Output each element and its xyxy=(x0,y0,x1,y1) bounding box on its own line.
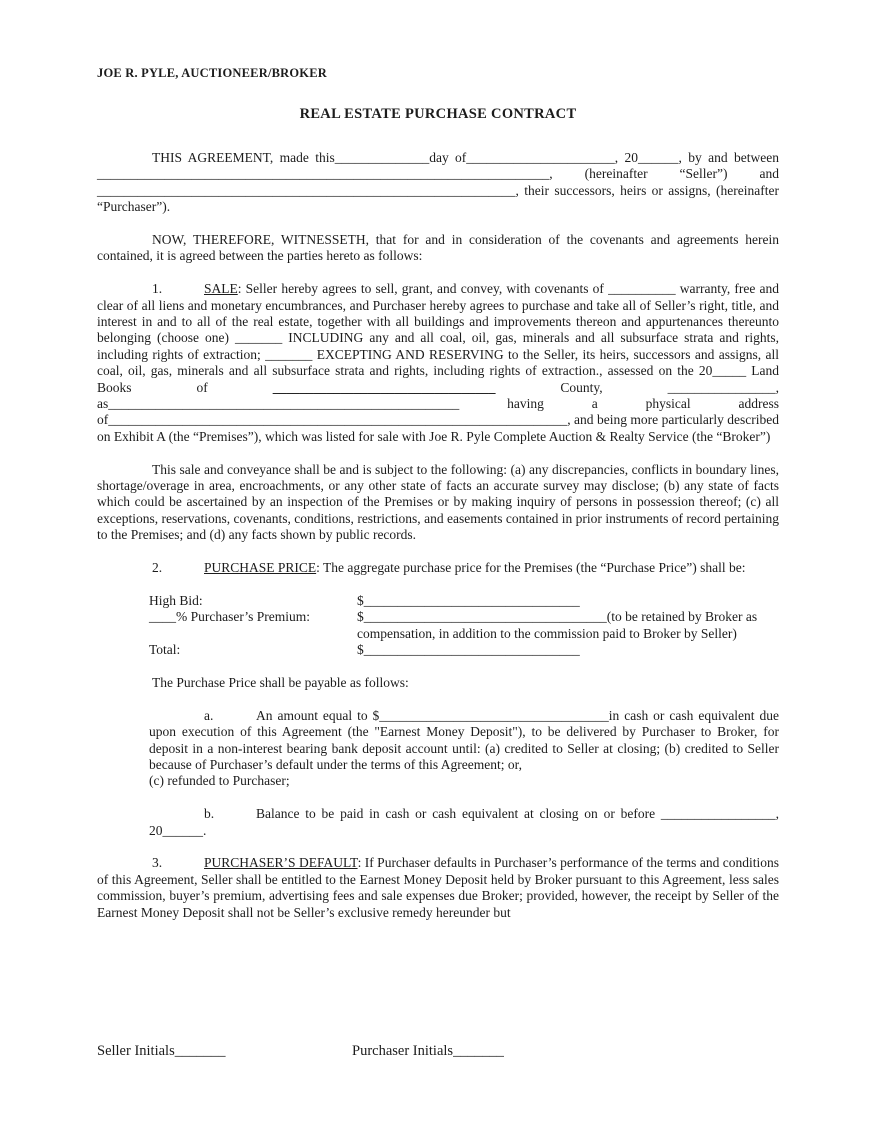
purchasers-premium-blank: $____________________________________(to be retained by Broker as compensation, in addition to the commission paid to Broker by Seller) xyxy=(357,609,758,641)
payable-intro-line: The Purchase Price shall be payable as follows: xyxy=(152,674,409,690)
total-blank: $________________________________ xyxy=(357,642,580,658)
section-2-purchase-price-heading: 2. PURCHASE PRICE: The aggregate purchase price for the Premises (the “Purchase Price”) shall be: xyxy=(152,560,746,576)
document-title: REAL ESTATE PURCHASE CONTRACT xyxy=(299,106,577,122)
item-a-earnest-money-paragraph: a. An amount equal to $__________________________________in cash or cash equivalent due upon execution of this Agreement (the "Earnest Money Deposit"), to be delivered by Purchaser to Broker, for deposit in a non-interest bearing bank deposit account until: (a) credited to Seller at closing; (b) credited to Seller because of Purchaser’s default under the terms of this Agreement; or, (c) refunded to Purchaser; xyxy=(149,707,779,789)
price-row-purchasers-premium xyxy=(149,609,779,642)
price-table xyxy=(149,593,779,659)
broker-name-line: JOE R. PYLE, AUCTIONEER/BROKER xyxy=(97,66,327,80)
price-row-total xyxy=(149,642,779,658)
price-row-high-bid xyxy=(149,593,779,609)
intro-paragraph: THIS AGREEMENT, made this______________day of______________________, 20______, by and between ___________________________________________________________________, (hereinafter “Seller”) and ______________________________________________________________, their successors, heirs or assigns, (hereinafter “Purchaser”). xyxy=(97,150,779,215)
total-label: Total: xyxy=(149,642,181,658)
item-b-balance-paragraph: b. Balance to be paid in cash or cash equivalent at closing on or before _________________, 20______. xyxy=(149,806,779,838)
seller-initials-line: Seller Initials_______ xyxy=(97,1043,226,1059)
section-1-sale-paragraph: 1. SALE: Seller hereby agrees to sell, grant, and convey, with covenants of __________ warranty, free and clear of all liens and monetary encumbrances, and Purchaser hereby agrees to purchase and take all of Seller’s right, title, and interest in and to all of the real estate, together with all buildings and improvements thereon and appurtenances thereunto belonging (choose one) _______ INCLUDING any and all coal, oil, gas, minerals and all subsurface strata and rights, including rights of extraction; _______ EXCEPTING AND RESERVING to the Seller, its heirs, successors and assigns, all coal, oil, gas, minerals and all subsurface strata and rights, including rights of extraction., assessed on the 20_____ Land Books of _________________________________ County, ________________, as____________________________________________________ having a physical address of____________________________________________________________________, and being more particularly described on Exhibit A (the “Premises”), which was listed for sale with Joe R. Pyle Complete Auction & Realty Service (the “Broker”) xyxy=(97,281,779,444)
high-bid-blank: $________________________________ xyxy=(357,592,580,608)
purchaser-initials-line: Purchaser Initials_______ xyxy=(352,1043,504,1059)
purchasers-premium-label: ____% Purchaser’s Premium: xyxy=(149,609,310,625)
section-3-purchasers-default-paragraph: 3. PURCHASER’S DEFAULT: If Purchaser defaults in Purchaser’s performance of the terms and conditions of this Agreement, Seller shall be entitled to the Earnest Money Deposit held by Broker pursuant to this Agreement, less sales commission, buyer’s premium, advertising fees and sale expenses due Broker; provided, however, the receipt by Seller of the Earnest Money Deposit shall not be Seller’s exclusive remedy hereunder but xyxy=(97,855,780,920)
initials-footer xyxy=(97,1042,779,1064)
high-bid-label: High Bid: xyxy=(149,592,203,608)
sale-subject-paragraph: This sale and conveyance shall be and is subject to the following: (a) any discrepancies, conflicts in boundary lines, shortage/overage in area, encroachments, or any other state of facts an accurate survey may disclose; (b) any state of facts which could be ascertained by an inspection of the Premises or by making inquiry of persons in possession thereof; (c) all exceptions, reservations, covenants, conditions, restrictions, and easements contained in prior instruments of record pertaining to the Premises; and (d) any facts shown by public records. xyxy=(97,461,779,543)
witnesseth-paragraph: NOW, THEREFORE, WITNESSETH, that for and in consideration of the covenants and agreements herein contained, it is agreed between the parties hereto as follows: xyxy=(97,232,779,264)
